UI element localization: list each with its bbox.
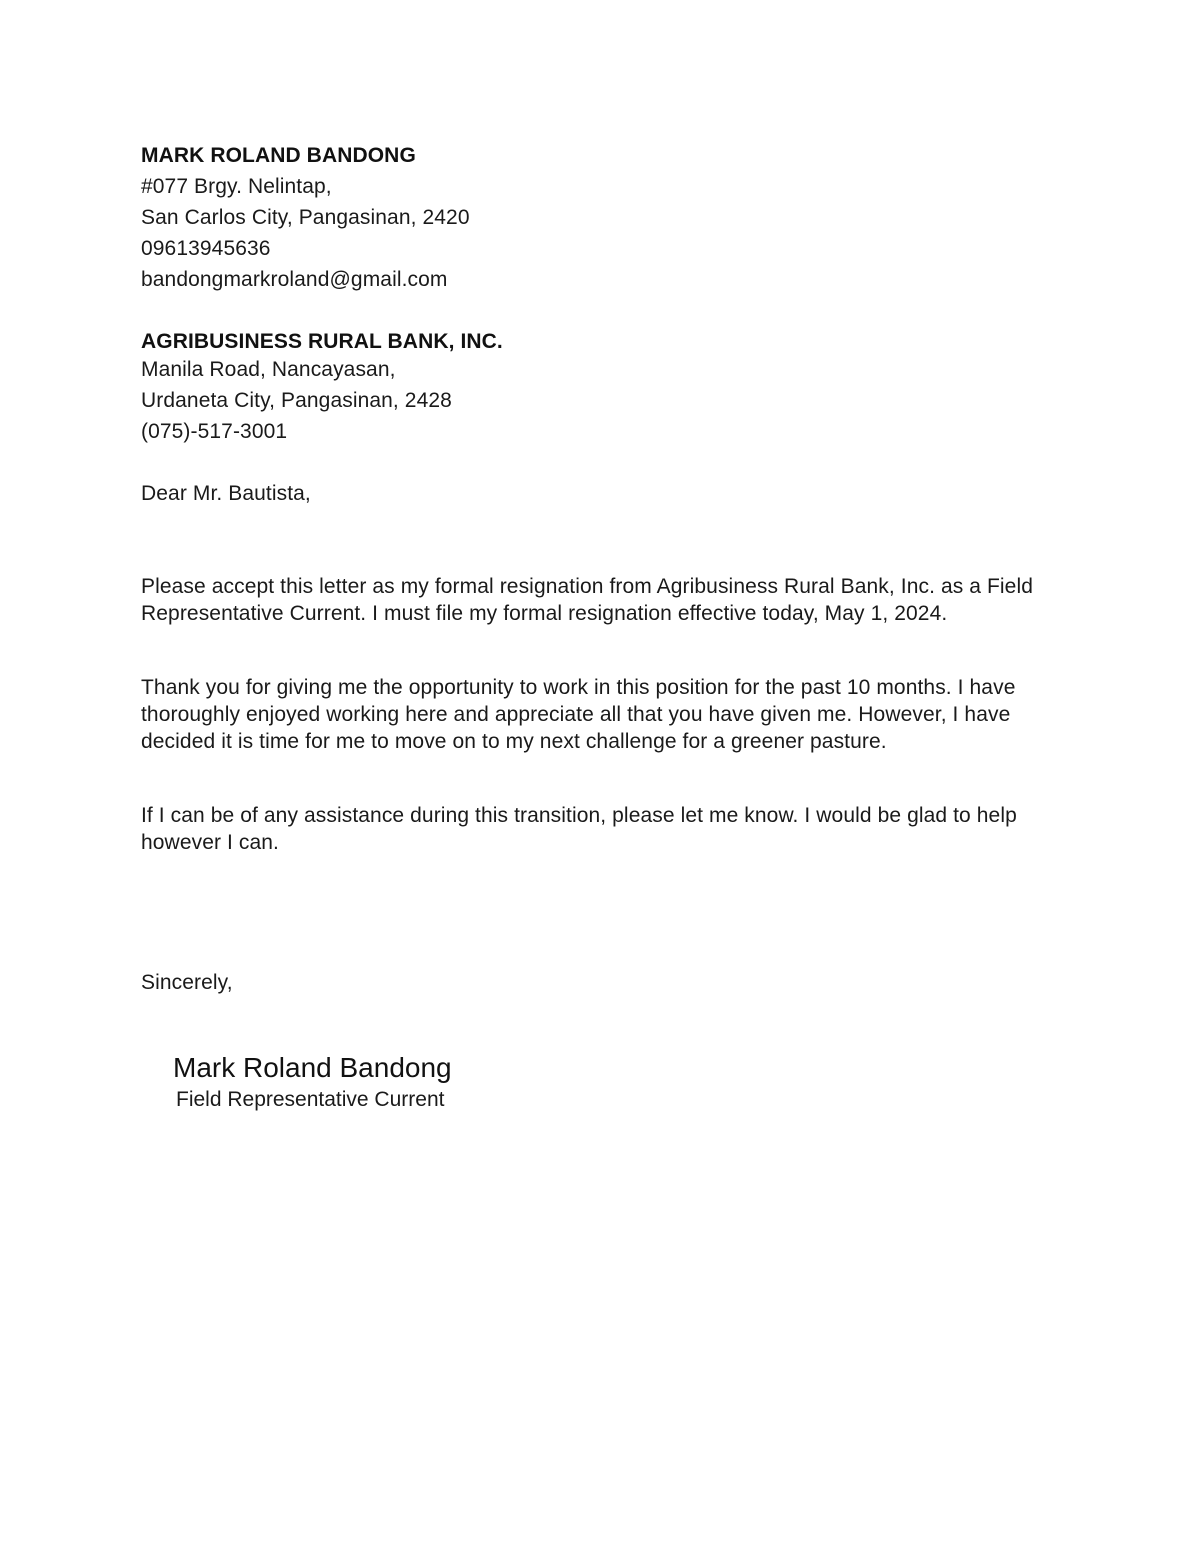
body-paragraph-1: Please accept this letter as my formal resignation from Agribusiness Rural Bank, Inc. as a Field Representative Current. I must file my formal resignation effective today, May 1, 2024. (141, 575, 1033, 625)
sender-address-line1: #077 Brgy. Nelintap, (141, 175, 332, 198)
salutation: Dear Mr. Bautista, (141, 482, 311, 505)
sender-email: bandongmarkroland@gmail.com (141, 268, 448, 291)
sender-address-line2: San Carlos City, Pangasinan, 2420 (141, 206, 470, 229)
signature-title: Field Representative Current (176, 1088, 445, 1111)
recipient-name: AGRIBUSINESS RURAL BANK, INC. (141, 330, 503, 353)
closing: Sincerely, (141, 971, 233, 994)
recipient-phone: (075)-517-3001 (141, 420, 288, 443)
sender-phone: 09613945636 (141, 237, 271, 260)
body-paragraph-2: Thank you for giving me the opportunity to work in this position for the past 10 months. I have thoroughly enjoyed working here and appreciate all that you have given me. However, I have decided it is time for me to move on to my next challenge for a greener pasture. (141, 676, 1016, 753)
sender-name: MARK ROLAND BANDONG (141, 144, 416, 167)
recipient-address-line1: Manila Road, Nancayasan, (141, 358, 396, 381)
body-paragraph-3: If I can be of any assistance during this transition, please let me know. I would be glad to help however I can. (141, 804, 1017, 854)
signature-name: Mark Roland Bandong (173, 1052, 452, 1083)
recipient-address-line2: Urdaneta City, Pangasinan, 2428 (141, 389, 452, 412)
